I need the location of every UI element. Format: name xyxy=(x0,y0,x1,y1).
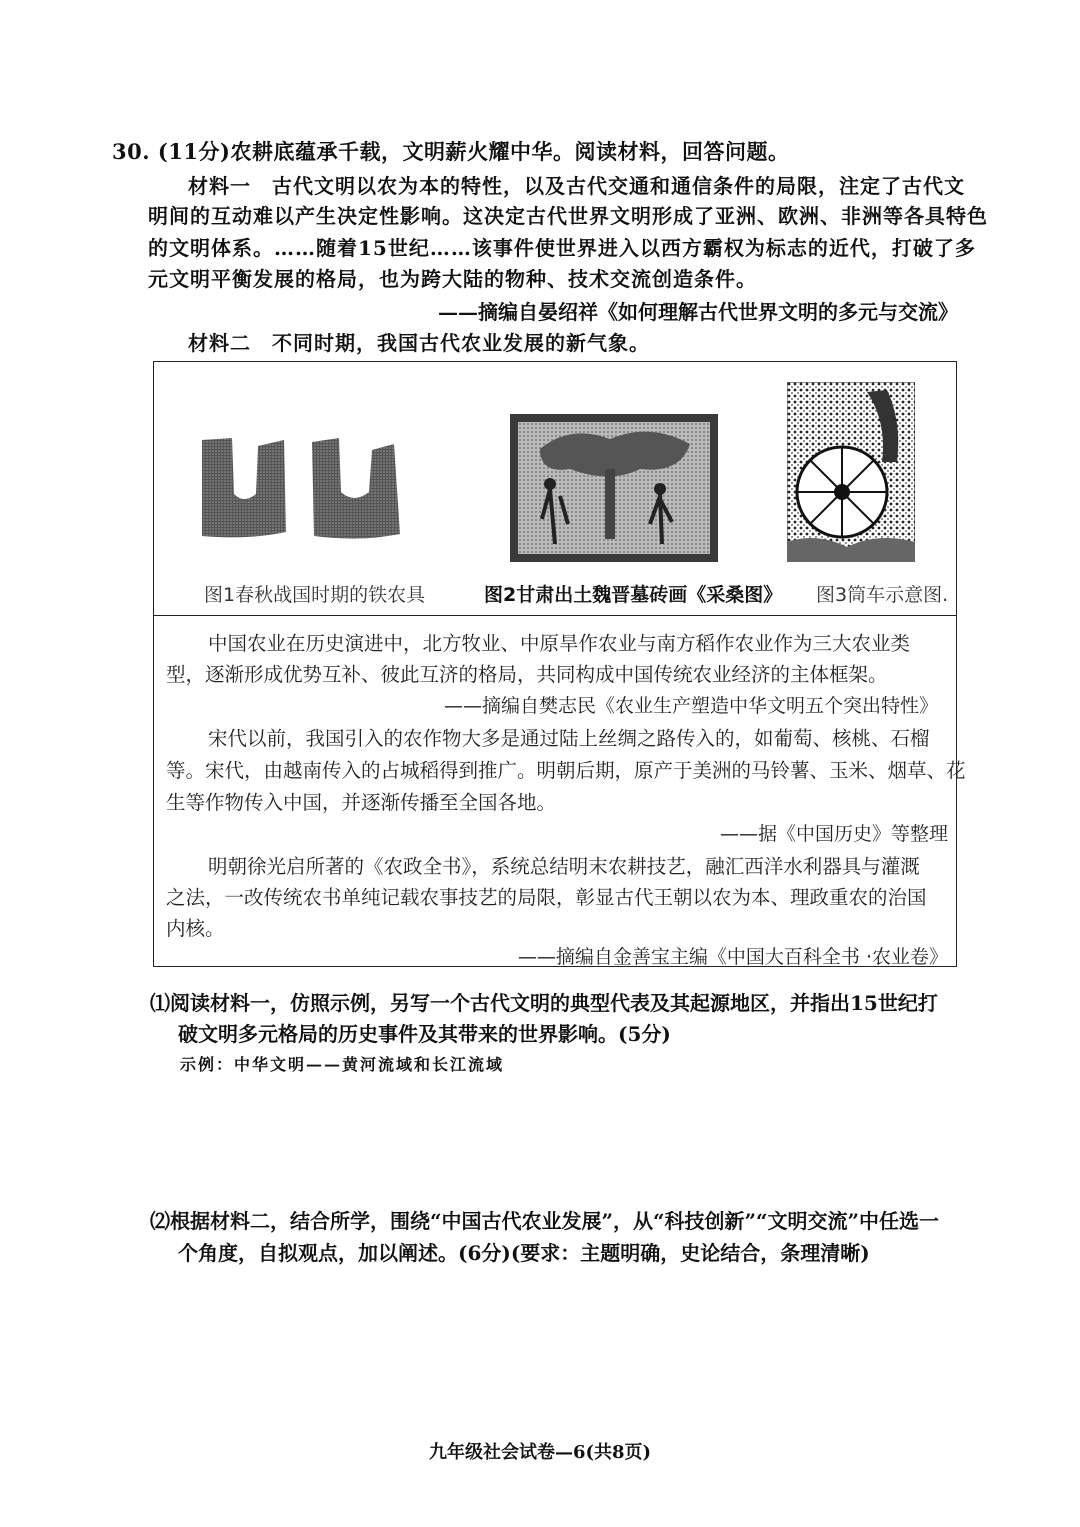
q1-example: 示例：中华文明——黄河流域和长江流域 xyxy=(180,1055,505,1074)
material2-text1-line-1: 中国农业在历史演进中，北方牧业、中原旱作农业与南方稻作农业作为三大农业类 xyxy=(208,632,911,655)
material1-line-3: 的文明体系。……随着15世纪……该事件使世界进入以西方霸权为标志的近代，打破了多 xyxy=(148,236,976,260)
box-divider xyxy=(154,615,956,616)
figure3-caption: 图3筒车示意图. xyxy=(816,584,949,606)
mulberry-picking-brick-painting xyxy=(510,414,718,562)
material1-line-4: 元文明平衡发展的格局，也为跨大陆的物种、技术交流创造条件。 xyxy=(148,267,757,291)
material2-text2-line-3: 生等作物传入中国，并逐渐传播至全国各地。 xyxy=(166,791,557,814)
material2-text2-line-1: 宋代以前，我国引入的农作物大多是通过陆上丝绸之路传入的，如葡萄、核桃、石榴 xyxy=(208,727,930,750)
material1-source: ——摘编自晏绍祥《如何理解古代世界文明的多元与交流》 xyxy=(438,300,958,324)
figure1-caption: 图1春秋战国时期的铁农具 xyxy=(204,584,426,606)
q1-line-2: 破文明多元格局的历史事件及其带来的世界影响。(5分) xyxy=(178,1022,671,1046)
material2-text3-line-1: 明朝徐光启所著的《农政全书》，系统总结明末农耕技艺，融汇西洋水利器具与灌溉 xyxy=(208,855,920,878)
material2-text3-line-3: 内核。 xyxy=(166,917,225,940)
material2-text3-line-2: 之法，一改传统农书单纯记载农事技艺的局限，彰显古代王朝以农为本、理政重农的治国 xyxy=(166,886,927,909)
material2-text2-line-2: 等。宋代，由越南传入的占城稻得到推广。明朝后期，原产于美洲的马铃薯、玉米、烟草、花 xyxy=(166,759,966,782)
q1-line-1: ⑴阅读材料一，仿照示例，另写一个古代文明的典型代表及其起源地区，并指出15世纪打 xyxy=(150,991,938,1015)
material2-text1-line-2: 型，逐渐形成优势互补、彼此互济的格局，共同构成中国传统农业经济的主体框架。 xyxy=(166,663,888,686)
figure2-caption: 图2甘肃出土魏晋墓砖画《采桑图》 xyxy=(484,584,783,606)
material2-text2-source: ——据《中国历史》等整理 xyxy=(719,823,948,845)
material2-text1-source: ——摘编自樊志民《农业生产塑造中华文明五个突出特性》 xyxy=(443,695,938,717)
water-wheel-illustration xyxy=(787,382,915,562)
q2-line-1: ⑵根据材料二，结合所学，围绕“中国古代农业发展”，从“科技创新”“文明交流”中任选一 xyxy=(150,1209,940,1233)
material1-line-1: 材料一 古代文明以农为本的特性，以及古代交通和通信条件的局限，注定了古代文 xyxy=(188,174,965,198)
material1-line-2: 明间的互动难以产生决定性影响。这决定古代世界文明形成了亚洲、欧洲、非洲等各具特色 xyxy=(148,204,988,228)
iron-tools-illustration xyxy=(194,432,404,542)
page-footer: 九年级社会试卷—6(共8页) xyxy=(428,1442,652,1463)
material2-box xyxy=(153,361,966,968)
question-title: 30. (11分)农耕底蕴承千载，文明薪火耀中华。阅读材料，回答问题。 xyxy=(112,139,790,164)
q2-line-2: 个角度，自拟观点，加以阐述。(6分)(要求：主题明确，史论结合，条理清晰) xyxy=(178,1241,870,1265)
material2-intro: 材料二 不同时期，我国古代农业发展的新气象。 xyxy=(188,331,650,355)
material2-text3-source: ——摘编自金善宝主编《中国大百科全书 ·农业卷》 xyxy=(517,946,948,968)
